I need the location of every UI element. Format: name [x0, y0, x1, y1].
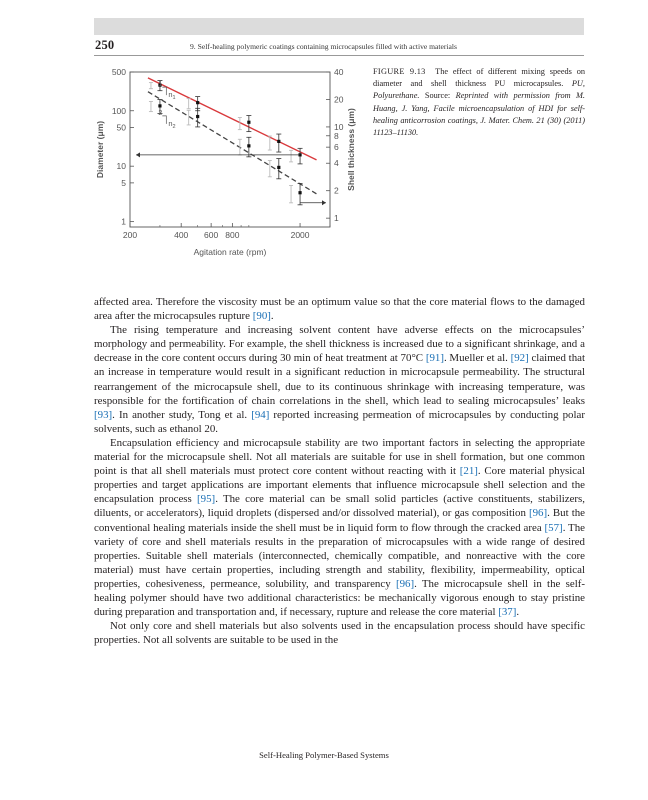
- series-label-n1: [168, 90, 175, 101]
- body-paragraph: [94, 323, 585, 436]
- left-tick-label: 500: [111, 67, 126, 77]
- left-tick-label: 10: [116, 161, 126, 172]
- right-tick-label: 10: [334, 121, 344, 132]
- page-number: 250: [95, 38, 115, 52]
- right-tick-label: 8: [334, 130, 339, 141]
- series-label-letter: n: [168, 90, 173, 100]
- citation-link[interactable]: [92]: [510, 352, 529, 365]
- figure-caption: [373, 66, 585, 139]
- caption-text: The effect of different mixing speeds on diameter and shell thickness PU microcapsules.: [373, 67, 586, 89]
- series-label-subscript: 2: [172, 123, 176, 130]
- right-tick-label: 20: [334, 94, 344, 105]
- series-bracket-value-n2: 2: [158, 109, 163, 117]
- caption-source-label: Source:: [424, 91, 451, 101]
- figure-label: FIGURE 9.13: [373, 67, 426, 76]
- data-point-n1: [277, 140, 280, 143]
- data-point-n1: [247, 121, 250, 124]
- right-tick-label: 4: [334, 158, 339, 169]
- data-point-n2: [277, 166, 280, 169]
- data-point-n1: [196, 101, 199, 104]
- left-tick-label: 1: [121, 216, 126, 227]
- data-point-n2: [298, 191, 301, 194]
- body-text-run: . The variety of core and shell materials results in the preparation of microcapsules with a wide range of desired properties. Suitable shell materials (interconnected, chemically compatible, and nonreactive with the core material) must have certain properties, including strength and stability, flexibility, impermeability, optical properties, cohesiveness, permeance, solubility, and transparency: [94, 521, 585, 590]
- left-tick-label: 50: [116, 122, 126, 133]
- body-text-run: .: [270, 310, 274, 323]
- running-head: 9. Self-healing polymeric coatings containing microcapsules filled with active materials: [190, 42, 457, 51]
- header-bar: [94, 18, 584, 35]
- data-point-n2: [196, 115, 199, 118]
- x-tick-label: 2000: [290, 230, 310, 240]
- body-text-run: reported increasing permeation of microcapsules by conducting polar solvents, such as ethanol 20.: [94, 408, 585, 435]
- right-tick-label: 2: [334, 185, 339, 196]
- x-tick-label: 800: [225, 230, 240, 240]
- body-text-run: . The core material can be small solid particles (active constituents, stabilizers, diluents, or accelerators), liquid droplets (dispersed and/or dissolved material), or gas composition: [94, 493, 586, 520]
- left-axis-title: Diameter (μm): [95, 120, 105, 179]
- citation-link[interactable]: [57]: [544, 521, 563, 534]
- trend-line-n1: [148, 78, 317, 160]
- caption-abbrev: PU, Polyurethane.: [373, 79, 585, 101]
- right-tick-label: 40: [334, 67, 344, 77]
- body-text-run: .: [516, 606, 520, 619]
- body-text-run: claimed that an increase in temperature would result in a significant reduction in microcapsule permeability. The structural rearrangement of the microcapsule shell, due to its continuous shrinkage with increasing temperature, was responsible for the fortification of chain correlations in the shell, which lead to sealing microcapsules’ leaks: [94, 352, 586, 407]
- citation-link[interactable]: [96]: [395, 577, 415, 590]
- left-tick-label: 5: [121, 177, 126, 188]
- axis-arrow-head: [322, 200, 326, 205]
- header-rule: [94, 55, 584, 56]
- right-tick-label: 1: [334, 213, 339, 224]
- body-text-run: . Mueller et al.: [443, 352, 511, 365]
- body-text-run: Encapsulation efficiency and microcapsule stability are two important factors in selecting the appropriate material for the microcapsule shell. Not all materials are suitable for use in shell formation, but one common point is that all shell materials must protect core content without reacting with it: [94, 436, 585, 478]
- series-label-n2: [168, 119, 175, 130]
- x-tick-label: 200: [122, 230, 138, 240]
- data-point-n2: [247, 144, 250, 147]
- series-label-subscript: 1: [172, 95, 176, 102]
- data-point-n2: [158, 104, 161, 107]
- series-bracket-n2: [162, 116, 166, 124]
- citation-link[interactable]: [93]: [94, 408, 113, 421]
- right-tick-label: 6: [334, 142, 339, 153]
- body-paragraph: [94, 619, 585, 647]
- series-bracket-value-n1: 1: [158, 81, 163, 89]
- citation-link[interactable]: [94]: [251, 408, 270, 421]
- citation-link[interactable]: [96]: [528, 507, 548, 520]
- body-text-run: . Core material physical properties and target applications are important elements that influence microcapsule shell selection and the encapsulation process: [94, 465, 585, 506]
- axis-arrow-head: [136, 152, 140, 157]
- citation-link[interactable]: [95]: [197, 493, 216, 506]
- chart: [92, 62, 370, 262]
- citation-link[interactable]: [21]: [459, 465, 478, 478]
- caption-source: Reprinted with permission from M. Huang, J. Yang, Facile microencapsulation of HDI for self-healing anticorrosion coatings, J. Mater. Chem. 21 (30) (2011) 11123–11130.: [373, 91, 586, 138]
- left-tick-label: 100: [111, 105, 126, 116]
- body-text-run: affected area. Therefore the viscosity must be an optimum value so that the core material flows to the damaged area after the microcapsules rupture: [94, 296, 585, 323]
- series-bracket-n1: [162, 87, 166, 95]
- body-paragraph: [94, 295, 585, 323]
- footer: Self-Healing Polymer-Based Systems: [259, 750, 389, 760]
- right-axis-title: Shell thickness (μm): [346, 108, 356, 191]
- body-paragraph: [94, 436, 585, 619]
- body-text: [94, 295, 585, 647]
- x-tick-label: 400: [174, 230, 189, 240]
- x-axis-title: Agitation rate (rpm): [193, 247, 267, 257]
- trend-line-n2: [148, 92, 317, 194]
- body-text-run: . But the conventional healing materials inside the shell must be in liquid form to flow through the cracked area: [94, 507, 585, 534]
- body-text-run: The rising temperature and increasing solvent content have adverse effects on the microcapsules’ morphology and permeability. For example, the shell thickness is increased due to a significant shrinkage, and a decrease in the core content occurs during 30 min of heat treatment at 70°C: [94, 324, 585, 365]
- citation-link[interactable]: [90]: [252, 310, 271, 323]
- body-text-run: Not only core and shell materials but also solvents used in the encapsulation process should have specific properties. Not all solvents are suitable to be used in the: [94, 620, 585, 647]
- series-label-letter: n: [168, 118, 173, 128]
- citation-link[interactable]: [91]: [425, 352, 444, 365]
- x-tick-label: 600: [204, 230, 219, 240]
- figure-9-13: [92, 62, 370, 262]
- citation-link[interactable]: [37]: [498, 606, 517, 619]
- body-text-run: . In another study, Tong et al.: [112, 408, 252, 421]
- body-text-run: . The microcapsule shell in the self-healing polymer should have two additional characteristics: be mechanically vigorous enough to stay pristine during preparation and transportation and, if necessary, rupture and release the core material: [94, 577, 585, 619]
